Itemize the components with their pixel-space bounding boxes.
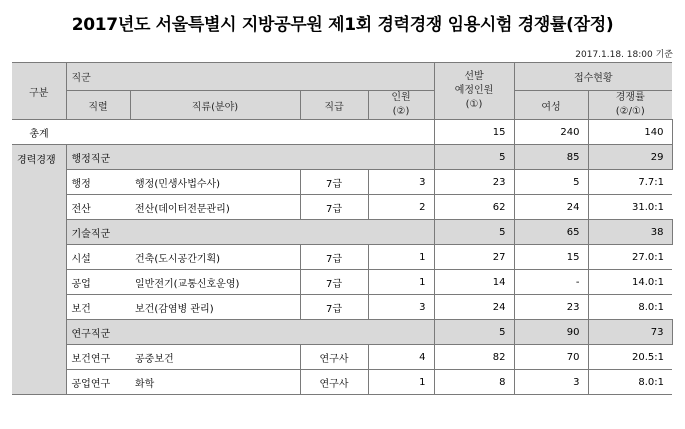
applicants-cell: 90 bbox=[514, 320, 588, 345]
header-ratio: 경쟁률 (②/①) bbox=[588, 91, 672, 120]
group-label: 기술직군 bbox=[66, 220, 434, 245]
job-series-cell: 전산 bbox=[66, 195, 130, 220]
table-body bbox=[12, 63, 672, 395]
total-applicants: 240 bbox=[514, 120, 588, 145]
applicants-cell: 23 bbox=[434, 170, 514, 195]
table-row bbox=[12, 370, 672, 395]
header-planned-label: 선발 예정인원 (①) bbox=[454, 71, 494, 110]
table-row bbox=[12, 195, 672, 220]
ratio-cell: 8.0:1 bbox=[588, 295, 672, 320]
grade-cell: 7급 bbox=[300, 195, 368, 220]
female-cell: 38 bbox=[588, 220, 672, 245]
female-cell: - bbox=[514, 270, 588, 295]
ratio-cell: 8.0:1 bbox=[588, 370, 672, 395]
table-row bbox=[12, 245, 672, 270]
header-job-series: 직렬 bbox=[66, 91, 130, 120]
header-applications: 접수현황 bbox=[514, 63, 672, 91]
job-type-cell: 보건(감염병 관리) bbox=[130, 295, 300, 320]
applicants-cell: 65 bbox=[514, 220, 588, 245]
job-type-cell: 행정(민생사법수사) bbox=[130, 170, 300, 195]
female-cell: 5 bbox=[514, 170, 588, 195]
female-cell: 3 bbox=[514, 370, 588, 395]
header-job-group: 직군 bbox=[66, 63, 434, 91]
applicants-cell: 8 bbox=[434, 370, 514, 395]
table-row bbox=[12, 345, 672, 370]
job-series-cell: 시설 bbox=[66, 245, 130, 270]
header-applicants: 인원 (②) bbox=[368, 91, 434, 120]
header-female: 여성 bbox=[514, 91, 588, 120]
planned-cell: 4 bbox=[368, 345, 434, 370]
grade-cell: 연구사 bbox=[300, 370, 368, 395]
applicants-cell: 62 bbox=[434, 195, 514, 220]
applicants-cell: 14 bbox=[434, 270, 514, 295]
female-cell: 73 bbox=[588, 320, 672, 345]
planned-cell: 3 bbox=[368, 295, 434, 320]
planned-cell: 1 bbox=[368, 270, 434, 295]
page-title: 2017년도 서울특별시 지방공무원 제1회 경력경쟁 임용시험 경쟁률(잠정) bbox=[71, 15, 614, 35]
table-row bbox=[12, 170, 672, 195]
ratio-cell: 20.5:1 bbox=[588, 345, 672, 370]
job-series-cell: 보건 bbox=[66, 295, 130, 320]
planned-cell: 3 bbox=[368, 170, 434, 195]
header-category: 구분 bbox=[12, 63, 66, 120]
table-row bbox=[12, 270, 672, 295]
grade-cell: 연구사 bbox=[300, 345, 368, 370]
applicants-cell: 85 bbox=[514, 145, 588, 170]
group-label: 연구직군 bbox=[66, 320, 434, 345]
applicants-cell: 82 bbox=[434, 345, 514, 370]
total-female: 140 bbox=[588, 120, 672, 145]
planned-cell: 5 bbox=[434, 145, 514, 170]
header-planned bbox=[434, 63, 514, 120]
reference-time-note: 2017.1.18. 18:00 기준 bbox=[575, 50, 673, 60]
ratio-cell: 31.0:1 bbox=[588, 195, 672, 220]
grade-cell: 7급 bbox=[300, 295, 368, 320]
header-row-2 bbox=[12, 91, 672, 120]
planned-cell: 1 bbox=[368, 245, 434, 270]
job-series-cell: 행정 bbox=[66, 170, 130, 195]
competition-ratio-table bbox=[12, 62, 672, 395]
job-type-cell: 건축(도시공간기획) bbox=[130, 245, 300, 270]
grade-cell: 7급 bbox=[300, 245, 368, 270]
ratio-cell: 7.7:1 bbox=[588, 170, 672, 195]
total-row bbox=[12, 120, 672, 145]
planned-cell: 5 bbox=[434, 220, 514, 245]
planned-cell: 2 bbox=[368, 195, 434, 220]
group-row bbox=[12, 320, 672, 345]
total-planned: 15 bbox=[434, 120, 514, 145]
total-label: 총계 bbox=[12, 120, 66, 145]
female-cell: 24 bbox=[514, 195, 588, 220]
grade-cell: 7급 bbox=[300, 170, 368, 195]
female-cell: 29 bbox=[588, 145, 672, 170]
job-type-cell: 화학 bbox=[130, 370, 300, 395]
applicants-cell: 27 bbox=[434, 245, 514, 270]
job-type-cell: 공중보건 bbox=[130, 345, 300, 370]
category-label: 경력경쟁 bbox=[12, 145, 66, 395]
female-cell: 15 bbox=[514, 245, 588, 270]
job-type-cell: 일반전기(교통신호운영) bbox=[130, 270, 300, 295]
applicants-cell: 24 bbox=[434, 295, 514, 320]
job-type-cell: 전산(데이터전문관리) bbox=[130, 195, 300, 220]
group-row bbox=[12, 220, 672, 245]
table-row bbox=[12, 295, 672, 320]
job-series-cell: 공업 bbox=[66, 270, 130, 295]
ratio-cell: 27.0:1 bbox=[588, 245, 672, 270]
planned-cell: 1 bbox=[368, 370, 434, 395]
female-cell: 70 bbox=[514, 345, 588, 370]
group-row bbox=[12, 145, 672, 170]
job-series-cell: 공업연구 bbox=[66, 370, 130, 395]
female-cell: 23 bbox=[514, 295, 588, 320]
header-job-type: 직류(분야) bbox=[130, 91, 300, 120]
grade-cell: 7급 bbox=[300, 270, 368, 295]
ratio-cell: 14.0:1 bbox=[588, 270, 672, 295]
job-series-cell: 보건연구 bbox=[66, 345, 130, 370]
group-label: 행정직군 bbox=[66, 145, 434, 170]
header-row-1 bbox=[12, 63, 672, 91]
header-grade: 직급 bbox=[300, 91, 368, 120]
planned-cell: 5 bbox=[434, 320, 514, 345]
total-spacer bbox=[66, 120, 434, 145]
